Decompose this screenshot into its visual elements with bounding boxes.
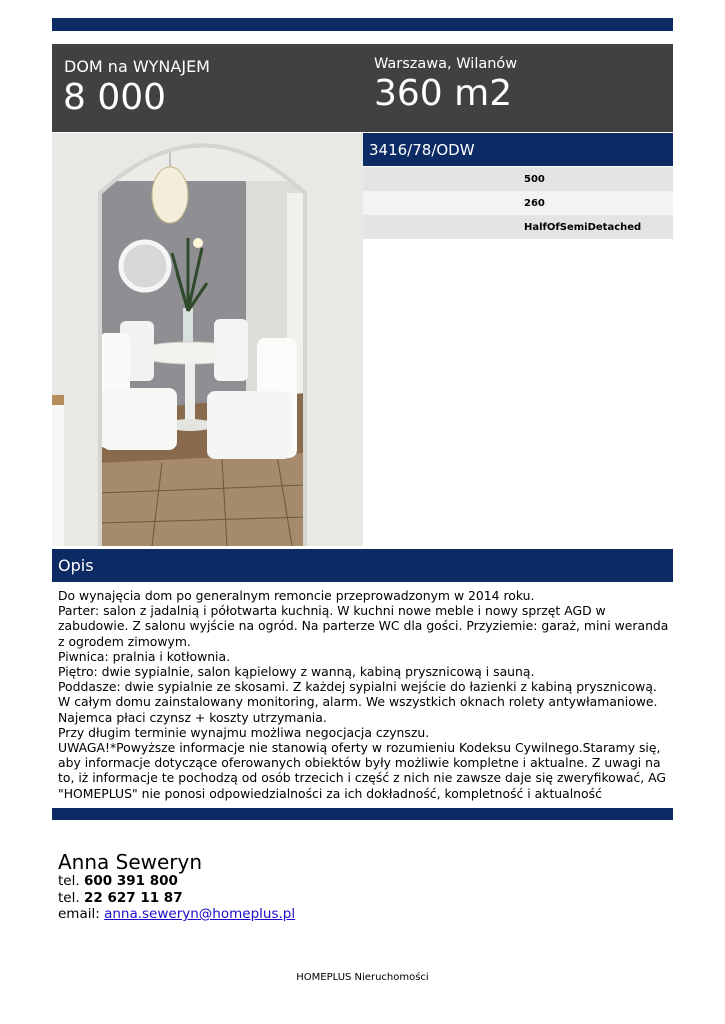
phone-label: tel. [58, 890, 80, 906]
phone-number: 22 627 11 87 [83, 890, 183, 906]
agent-phone-2 [58, 890, 183, 906]
description-line: zabudowie. Z salonu wyjście na ogród. Na parterze WC dla gości. Przyziemie: garaż, mini weranda [58, 618, 669, 634]
attribute-value: 500 [524, 174, 545, 185]
footer-company: HOMEPLUS Nieruchomości [296, 972, 429, 983]
agent-email-link[interactable]: anna.seweryn@homeplus.pl [104, 906, 296, 922]
location: Warszawa, Wilanów [374, 56, 518, 72]
description-line: Parter: salon z jadalnią i półotwarta kuchnią. W kuchni nowe meble i nowy sprzęt AGD w [58, 603, 606, 619]
attribute-value: 260 [524, 198, 545, 209]
agent-email-row [58, 906, 295, 922]
description-heading-bar [52, 549, 673, 582]
email-label: email: [58, 906, 100, 922]
description-line: Poddasze: dwie sypialnie ze skosami. Z każdej sypialni wejście do łazienki z kabiną prysznicową. [58, 679, 657, 695]
offer-type: DOM na WYNAJEM [64, 57, 210, 76]
agent-name: Anna Seweryn [58, 850, 203, 874]
phone-number: 600 391 800 [83, 873, 178, 889]
description-line: z ogrodem zimowym. [58, 633, 191, 649]
top-divider [52, 18, 673, 31]
price: 8 000 [63, 77, 167, 118]
phone-label: tel. [58, 873, 80, 889]
description-line: aby informacje dotyczące oferowanych obiektów były możliwie kompletne i aktualne. Z uwagi na [58, 755, 661, 771]
reference-bar [363, 133, 673, 166]
attribute-row [363, 191, 673, 215]
description-line: "HOMEPLUS" nie ponosi odpowiedzialności za ich dokładność, kompletność i aktualność [58, 785, 602, 801]
description-heading: Opis [58, 556, 94, 575]
description-text [58, 588, 668, 801]
description-line: Do wynajęcia dom po generalnym remoncie przeprowadzonym w 2014 roku. [58, 588, 535, 603]
area: 360 m2 [374, 73, 513, 114]
property-photo [52, 133, 363, 546]
description-line: UWAGA!*Powyższe informacje nie stanowią oferty w rozumieniu Kodeksu Cywilnego.Staramy się, [58, 740, 661, 756]
agent-phone-1 [58, 873, 178, 889]
attribute-row [363, 215, 673, 239]
attribute-value: HalfOfSemiDetached [524, 222, 642, 233]
description-line: Przy długim terminie wynajmu możliwa negocjacja czynszu. [58, 724, 430, 740]
listing-header [52, 44, 673, 132]
description-line: Najemca płaci czynsz + koszty utrzymania. [58, 709, 327, 725]
description-line: Piwnica: pralnia i kotłownia. [58, 648, 231, 664]
description-line: W całym domu zainstalowany monitoring, alarm. We wszystkich oknach rolety antywłamaniowe. [58, 694, 658, 710]
description-line: Piętro: dwie sypialnie, salon kąpielowy z wanną, kabiną prysznicową i sauną. [58, 664, 535, 680]
bottom-divider [52, 808, 673, 820]
attribute-row [363, 167, 673, 191]
dining-room-photo [52, 133, 363, 546]
reference-number: 3416/78/ODW [369, 141, 475, 159]
description-line: to, iż informacje te pochodzą od osób trzecich i część z nich nie zawsze daje się zweryfikować, AG [58, 770, 667, 786]
